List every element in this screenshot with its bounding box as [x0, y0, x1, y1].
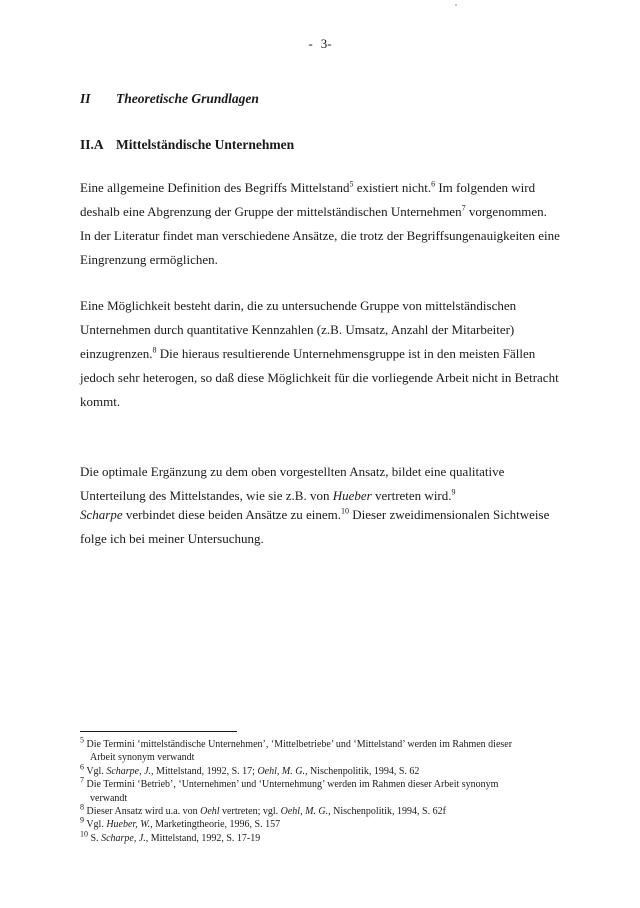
paragraph-1 — [80, 176, 560, 272]
footnote-10: $^{10}$ S. Scharpe, J., Mittelstand, 1992, S. 17-19 — [80, 829, 261, 844]
footnote-ref-5: 5 — [349, 179, 354, 189]
subsection-title: Mittelständische Unternehmen — [116, 137, 295, 152]
text-line: kommt. — [80, 394, 121, 409]
scan-speck — [455, 4, 457, 6]
text-line: Unterteilung des Mittelstandes, wie sie z.B. von Hueber vertreten wird.$^9$ — [80, 487, 456, 503]
footnote-9: $^9$ Vgl. Hueber, W., Marketingtheorie, 1996, S. 157 — [80, 816, 281, 831]
footnote-5: $^5$ Die Termini ‘mittelständische Unternehmen’, ‘Mittelbetriebe’ und ‘Mittelstand’ werden im Rahmen dieser Arbeit synonym verwandt — [80, 735, 513, 764]
footnote-ref-8: 8 — [152, 345, 157, 355]
footnote-7: $^7$ Die Termini ‘Betrieb’, ‘Unternehmen’ und ‘Unternehmung’ werden im Rahmen dieser Arbeit synonym verwandt — [80, 775, 499, 804]
footnotes — [80, 735, 560, 845]
paragraph-2 — [80, 294, 559, 414]
text-line: einzugrenzen.$^8$ Die hieraus resultierende Unternehmensgruppe ist in den meisten Fällen — [80, 345, 536, 361]
footnote-ref-6: 6 — [431, 179, 436, 189]
text-line: Eine Möglichkeit besteht darin, die zu untersuchende Gruppe von mittelständischen — [80, 298, 517, 313]
text-line: Eine allgemeine Definition des Begriffs Mittelstand$^5$ existiert nicht.$^6$ Im folgenden wird — [80, 179, 536, 195]
text-line: Die optimale Ergänzung zu dem oben vorgestellten Ansatz, bildet eine qualitative — [80, 464, 505, 479]
section-title: Theoretische Grundlagen — [116, 91, 259, 106]
subsection-heading — [80, 137, 294, 153]
footnote-6: $^6$ Vgl. Scharpe, J., Mittelstand, 1992, S. 17; Oehl, M. G., Nischenpolitik, 1994, S. 62 — [80, 762, 420, 777]
text-line: Eingrenzung ermöglichen. — [80, 252, 218, 267]
text-line: Scharpe verbindet diese beiden Ansätze zu einem.$^{10}$ Dieser zweidimensionalen Sichtweise — [80, 506, 550, 522]
subsection-number: II.A — [80, 137, 104, 152]
section-number: II — [80, 91, 91, 106]
footnote-ref-7: 7 — [461, 203, 466, 213]
text-line: Unternehmen durch quantitative Kennzahlen (z.B. Umsatz, Anzahl der Mitarbeiter) — [80, 322, 515, 337]
footnote-8: $^8$ Dieser Ansatz wird u.a. von Oehl vertreten; vgl. Oehl, M. G., Nischenpolitik, 1994, S. 62f — [80, 802, 446, 818]
footnote-separator — [80, 731, 237, 732]
text-line: deshalb eine Abgrenzung der Gruppe der mittelständischen Unternehmen$^7$ vorgenommen. — [80, 203, 547, 219]
paragraph-4 — [80, 503, 550, 551]
text-line: folge ich bei meiner Untersuchung. — [80, 531, 264, 546]
paragraph-3 — [80, 460, 550, 508]
footnote-ref-10: 10 — [341, 506, 350, 516]
text-line: jedoch sehr heterogen, so daß diese Möglichkeit für die vorliegende Arbeit nicht in Betracht — [80, 370, 559, 385]
page-number: - 3- — [308, 36, 332, 51]
footnote-ref-9: 9 — [451, 487, 456, 497]
text-line: In der Literatur findet man verschiedene Ansätze, die trotz der Begriffsungenauigkeiten eine — [80, 228, 560, 243]
section-heading — [80, 91, 259, 107]
